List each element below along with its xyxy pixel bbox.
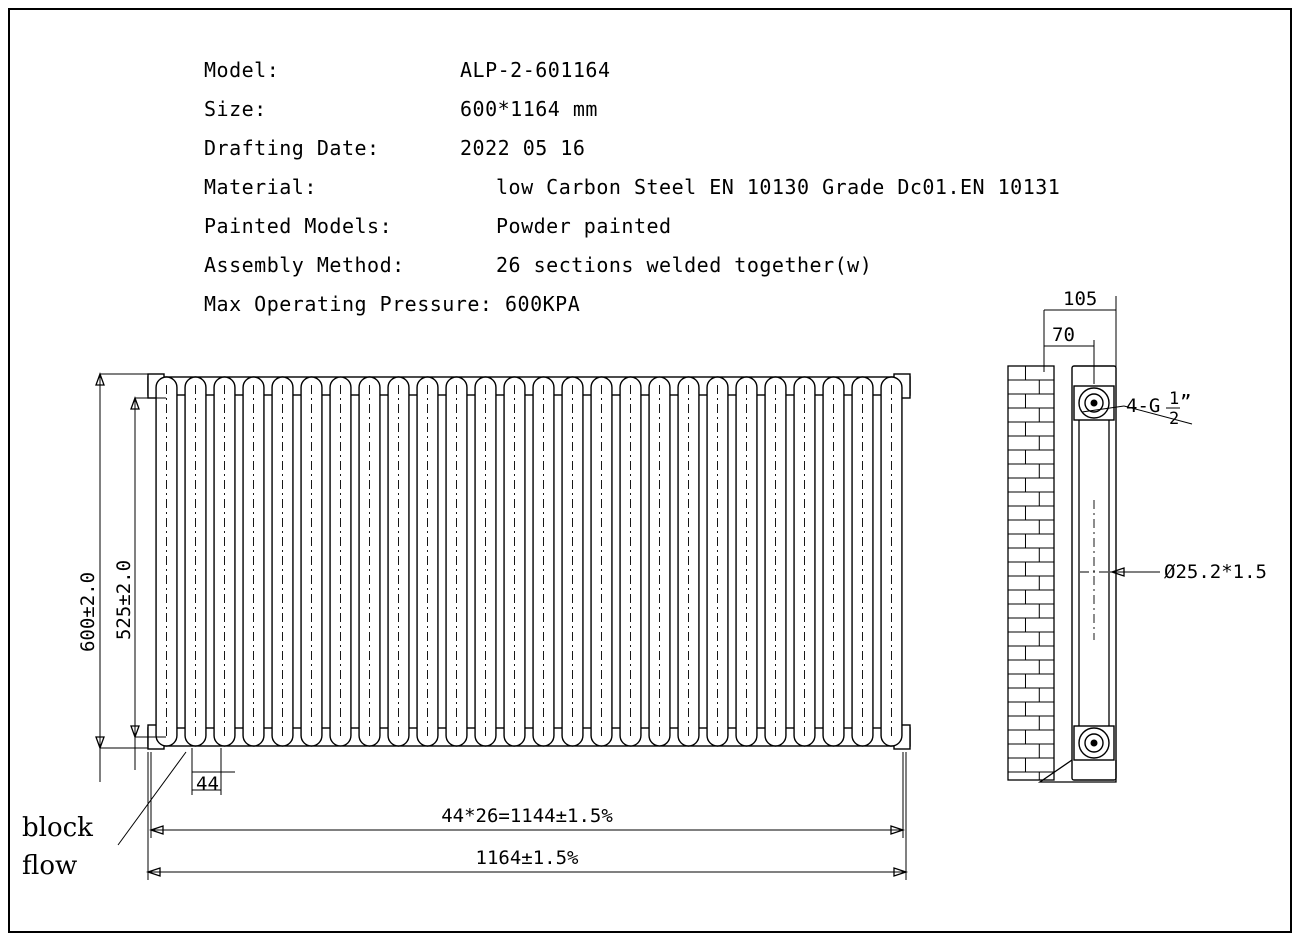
- wall-outline: [1008, 366, 1054, 780]
- connection-fraction-numerator: 1: [1169, 389, 1180, 409]
- side-view-body: [1040, 366, 1160, 782]
- dimension-width-overall-label: 1164±1.5%: [475, 847, 579, 869]
- spec-value-material: low Carbon Steel EN 10130 Grade Dc01.EN 10131: [496, 175, 1061, 199]
- spec-label-painted-models: Painted Models:: [204, 214, 393, 238]
- tube-spec-annotation: [1110, 561, 1267, 583]
- block-label: block: [22, 813, 93, 843]
- dimension-depth-overall-label: 105: [1063, 288, 1098, 310]
- connection-fraction-denominator: 2: [1169, 409, 1180, 429]
- block-flow-annotation: [22, 752, 186, 881]
- front-view: [22, 374, 910, 881]
- bottom-valve-center: [1091, 740, 1098, 747]
- spec-label-material: Material:: [204, 175, 317, 199]
- dimension-section-pitch: [192, 748, 235, 795]
- flow-label: flow: [22, 851, 78, 881]
- dimension-sections-total: [151, 752, 903, 838]
- bottom-connection: [1074, 726, 1114, 760]
- top-valve-center: [1091, 400, 1098, 407]
- dimension-height-center-label: 525±2.0: [113, 559, 135, 641]
- dimension-section-pitch-label: 44: [196, 773, 219, 795]
- side-view: [1008, 288, 1267, 782]
- spec-value-painted-models: Powder painted: [496, 214, 672, 238]
- spec-label-drafting-date: Drafting Date:: [204, 136, 380, 160]
- spec-value-size: 600*1164 mm: [460, 97, 598, 121]
- spec-value-assembly-method: 26 sections welded together(w): [496, 253, 873, 277]
- dimension-depth-inner-label: 70: [1052, 324, 1075, 346]
- spec-value-model: ALP-2-601164: [460, 58, 611, 82]
- tube-spec-label: Ø25.2*1.5: [1164, 561, 1267, 583]
- spec-value-drafting-date: 2022 05 16: [460, 136, 586, 160]
- connection-unit: ”: [1180, 391, 1192, 413]
- connection-label: 4-G: [1126, 395, 1161, 417]
- dimension-sections-total-label: 44*26=1144±1.5%: [441, 805, 613, 827]
- spec-label-max-pressure: Max Operating Pressure: 600KPA: [204, 292, 581, 316]
- wall-hatch: [1008, 366, 1054, 780]
- radiator-sections: [156, 377, 902, 746]
- top-connection: [1074, 386, 1114, 420]
- spec-label-model: Model:: [204, 58, 280, 82]
- spec-label-size: Size:: [204, 97, 267, 121]
- dimension-height-overall-label: 600±2.0: [77, 571, 99, 653]
- spec-label-assembly-method: Assembly Method:: [204, 253, 405, 277]
